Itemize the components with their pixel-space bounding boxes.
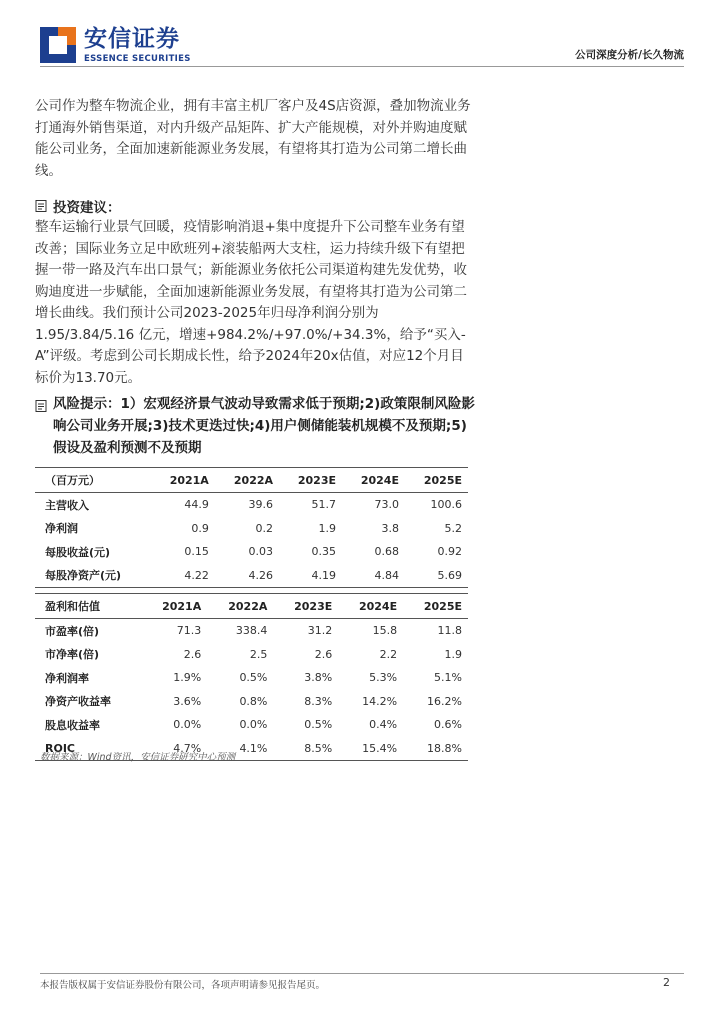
table-cell: 2.6 <box>314 647 333 661</box>
table-cell: 73.0 <box>374 498 399 512</box>
table-cell: 2.2 <box>379 647 398 661</box>
table-cell: 16.2% <box>427 694 462 708</box>
table-cell: 4.26 <box>248 568 274 582</box>
data-source-note: 数据来源：Wind资讯，安信证券研究中心预测 <box>40 752 236 763</box>
table-header-cell: 盈利和估值 <box>45 600 100 613</box>
table-cell: 0.0% <box>239 718 268 732</box>
table-cell: 2.6 <box>183 647 202 661</box>
table-row <box>35 493 468 517</box>
table-cell: 44.9 <box>184 498 209 512</box>
report-type-label: 公司深度分析/长久物流 <box>575 49 684 61</box>
risk-heading <box>35 393 475 459</box>
table-cell: 100.6 <box>430 498 462 512</box>
table-header-cell: 2023E <box>294 599 333 613</box>
investment-heading-text: 投资建议： <box>53 200 121 216</box>
table-cell: 3.6% <box>173 694 202 708</box>
table-cell: 0.5% <box>304 718 333 732</box>
table-cell: 11.8 <box>437 624 462 638</box>
table-cell: 4.1% <box>239 741 268 755</box>
table-cell: 0.0% <box>173 718 202 732</box>
row-label: 每股净资产(元) <box>45 569 122 583</box>
table-cell: 0.15 <box>184 545 209 559</box>
table-header-cell: 2022A <box>233 473 274 487</box>
table-cell: 4.84 <box>374 568 399 582</box>
table-header-row <box>35 468 468 493</box>
table-header-row <box>35 594 468 619</box>
risk-heading-text: 风险提示：1）宏观经济景气波动导致需求低于预期;2)政策限制风险影响公司业务开展;3)技术更迭过快;4)用户侧储能装机规模不及预期;5)假设及盈利预测不及预期 <box>53 396 475 456</box>
financial-summary-table <box>35 467 468 588</box>
table-row <box>35 619 468 643</box>
page-number: 2 <box>663 976 670 989</box>
table-cell: 0.03 <box>248 545 274 559</box>
row-label: 每股收益(元) <box>45 545 111 559</box>
table-row <box>35 666 468 690</box>
row-label: 净资产收益率 <box>45 695 111 709</box>
investment-paragraph: 整车运输行业景气回暖，疫情影响消退+集中度提升下公司整车业务有望改善；国际业务立足中欧班列+滚装船两大支柱，运力持续升级下有望把握一带一路及汽车出口景气；新能源业务依托公司渠道构建先发优势，收购迪度进一步赋能，全面加速新能源业务发展，有望将其打造为公司第二增长曲线。我们预计公司2023-2025年归母净利润分别为 1.95/3.84/5.16 亿元，增速+984.2%/+97.0%/+34.3%，给予“买入-A”评级。考虑到公司长期成长性，给予2024年20x估值，对应12个月目标价为13.70元。 <box>35 219 467 386</box>
table-row <box>35 517 468 541</box>
table-header-cell: 2022A <box>228 599 268 613</box>
table-row <box>35 713 468 737</box>
table-cell: 2.5 <box>249 647 268 661</box>
table-cell: 1.9 <box>444 647 462 661</box>
row-label: 股息收益率 <box>45 718 100 732</box>
table-cell: 1.9% <box>173 671 202 685</box>
table-header-cell: 2025E <box>423 599 462 613</box>
table-cell: 0.4% <box>369 718 398 732</box>
table-header-cell: 2024E <box>358 599 398 613</box>
table-header-cell: 2024E <box>360 473 399 487</box>
document-icon <box>35 200 47 212</box>
row-label: ROIC <box>45 741 75 755</box>
table-cell: 18.8% <box>427 741 462 755</box>
table-cell: 5.1% <box>434 671 462 685</box>
table-header-cell: （百万元） <box>45 474 100 487</box>
table-cell: 0.8% <box>239 694 268 708</box>
row-label: 净利润率 <box>45 671 89 685</box>
logo-english-name: ESSENCE SECURITIES <box>84 54 191 64</box>
table-cell: 0.35 <box>311 545 337 559</box>
table-row <box>35 540 468 564</box>
table-cell: 4.22 <box>184 568 209 582</box>
table-cell: 1.9 <box>318 521 337 535</box>
document-icon <box>35 397 47 409</box>
table-cell: 4.19 <box>311 568 337 582</box>
table-cell: 3.8% <box>304 671 333 685</box>
row-label: 净利润 <box>45 522 78 536</box>
table-cell: 14.2% <box>362 694 398 708</box>
table-cell: 15.4% <box>362 741 398 755</box>
table-row <box>35 643 468 667</box>
intro-paragraph: 公司作为整车物流企业，拥有丰富主机厂客户及4S店资源，叠加物流业务打通海外销售渠道，对内升级产品矩阵、扩大产能规模，对外并购迪度赋能公司业务，全面加速新能源业务发展，有望将其打造为公司第二增长曲线。 <box>35 98 471 179</box>
table-header-cell: 2021A <box>169 473 209 487</box>
table-cell: 3.8 <box>381 521 399 535</box>
table-cell: 338.4 <box>235 624 268 638</box>
row-label: 主营收入 <box>45 498 89 512</box>
table-header-cell: 2021A <box>162 599 202 613</box>
table-cell: 0.92 <box>437 545 462 559</box>
table-cell: 5.69 <box>437 568 462 582</box>
logo-mark-icon <box>40 27 76 63</box>
footer-disclaimer: 本报告版权属于安信证券股份有限公司，各项声明请参见报告尾页。 <box>40 980 326 991</box>
table-row <box>35 690 468 714</box>
row-label: 市盈率(倍) <box>45 624 100 638</box>
table-row <box>35 564 468 588</box>
logo-chinese-name: 安信证券 <box>84 26 180 52</box>
table-cell: 51.7 <box>311 498 337 512</box>
table-cell: 0.6% <box>434 718 462 732</box>
table-cell: 0.68 <box>374 545 399 559</box>
table-cell: 39.6 <box>248 498 274 512</box>
table-cell: 5.3% <box>369 671 398 685</box>
table-cell: 0.9 <box>191 521 209 535</box>
table-cell: 8.5% <box>304 741 333 755</box>
table-cell: 0.2 <box>255 521 274 535</box>
valuation-table <box>35 593 468 761</box>
table-header-cell: 2025E <box>423 473 462 487</box>
table-cell: 0.5% <box>239 671 268 685</box>
footer-divider <box>40 973 684 974</box>
table-cell: 4.7% <box>173 741 202 755</box>
table-cell: 15.8 <box>372 624 398 638</box>
row-label: 市净率(倍) <box>45 648 100 662</box>
table-cell: 71.3 <box>176 624 202 638</box>
table-header-cell: 2023E <box>297 473 337 487</box>
investment-heading <box>35 196 121 216</box>
table-cell: 8.3% <box>304 694 333 708</box>
company-logo <box>40 26 191 64</box>
table-cell: 5.2 <box>444 521 462 535</box>
header-divider <box>40 66 684 67</box>
table-cell: 31.2 <box>307 624 333 638</box>
